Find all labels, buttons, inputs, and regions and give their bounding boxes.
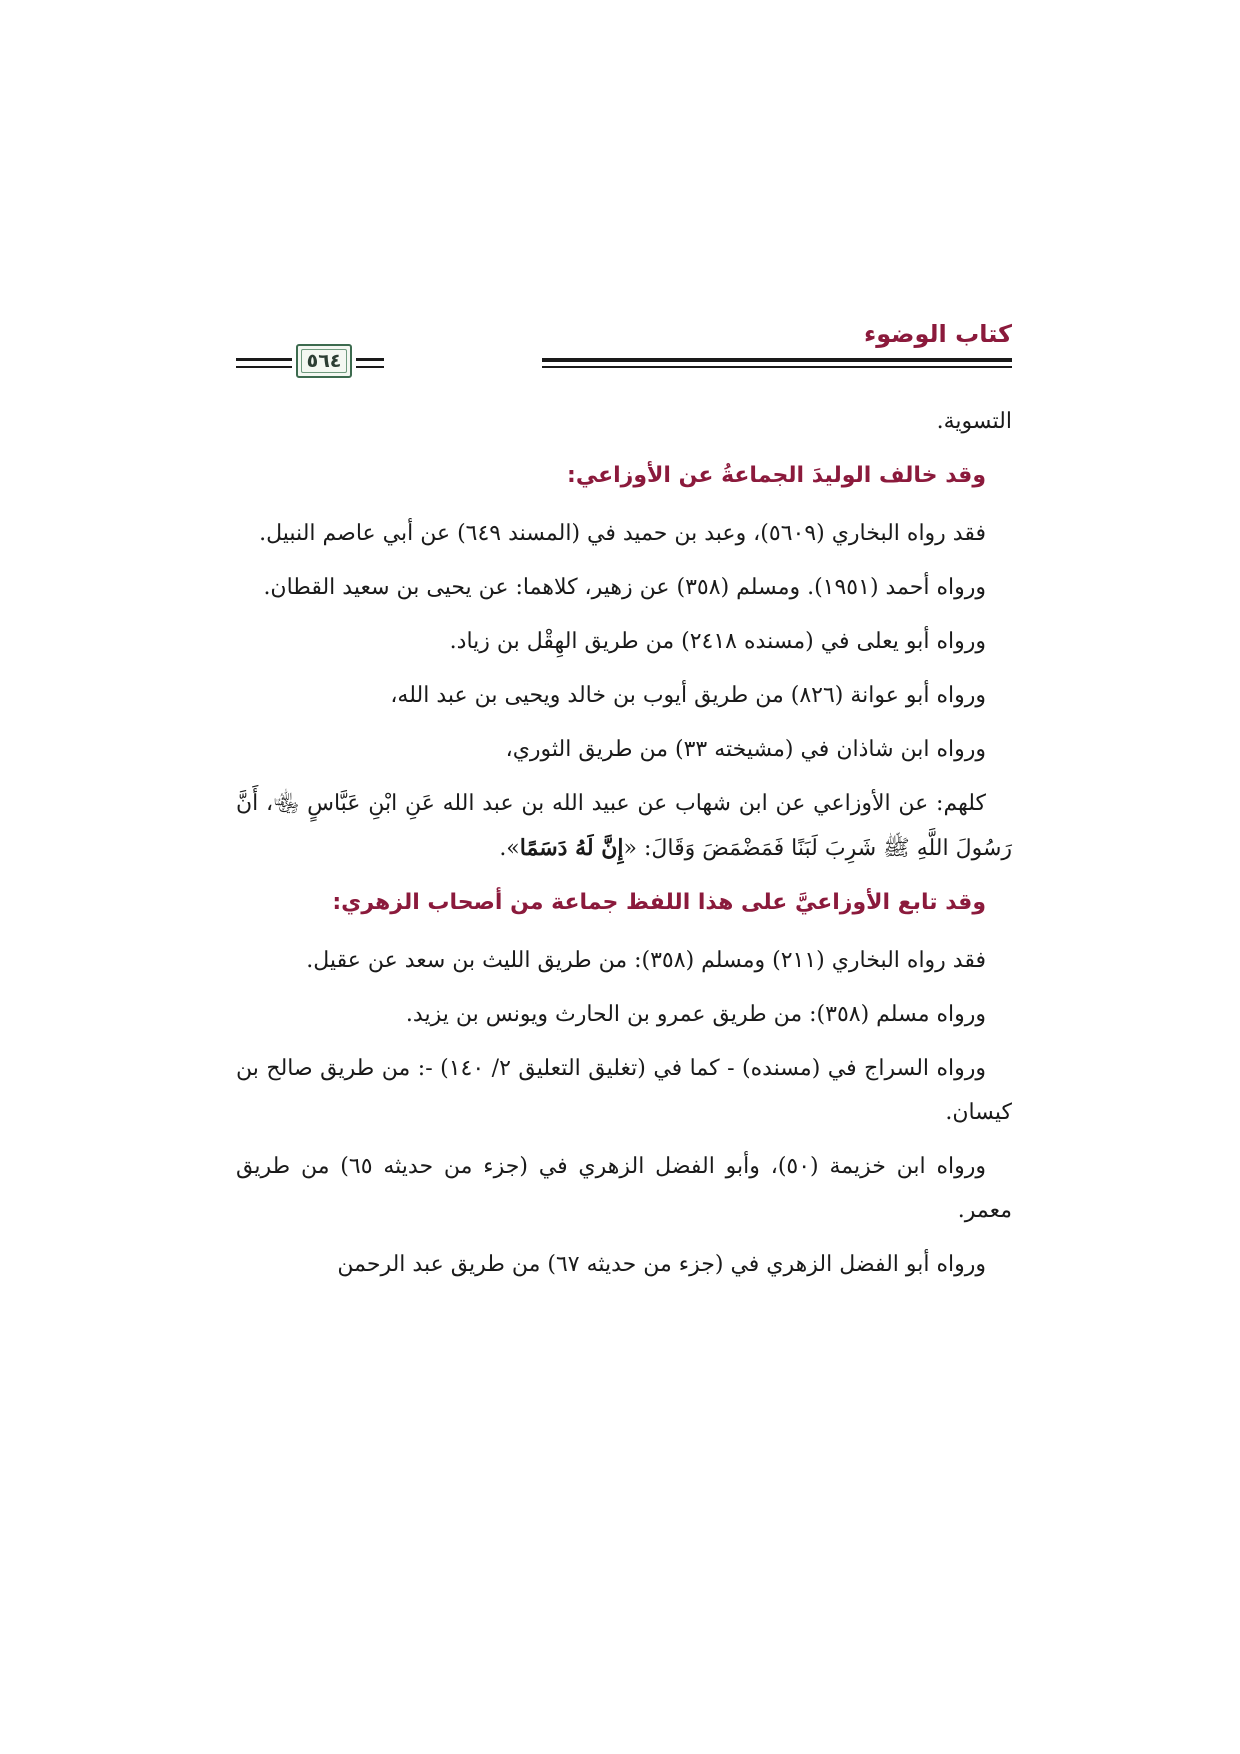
page-number: ٥٦٤ [306,350,342,372]
header-rule-segment [356,358,384,361]
page-number-badge [296,344,352,378]
paragraph: فقد رواه البخاري (٥٦٠٩)، وعبد بن حميد في (المسند ٦٤٩) عن أبي عاصم النبيل. [259,521,986,546]
paragraph: ورواه ابن شاذان في (مشيخته ٣٣) من طريق الثوري، [505,737,986,762]
paragraph: ورواه أحمد (١٩٥١). ومسلم (٣٥٨) عن زهير، كلاهما: عن يحيى بن سعيد القطان. [263,575,986,600]
paragraph: ورواه السراج في (مسنده) - كما في (تغليق التعليق ٢/ ١٤٠) -: من طريق صالح بن كيسان. [236,1056,1012,1125]
page-header [236,316,1012,386]
header-rule-segment [236,358,292,361]
book-title: كتاب الوضوء [863,320,1012,348]
section-heading: وقد خالف الوليدَ الجماعةُ عن الأوزاعي: [567,463,986,488]
paragraph: ورواه أبو الفضل الزهري في (جزء من حديثه ٦٧) من طريق عبد الرحمن [337,1252,986,1277]
paragraph: ورواه أبو عوانة (٨٢٦) من طريق أيوب بن خالد ويحيى بن عبد الله، [390,683,986,708]
paragraph: ورواه مسلم (٣٥٨): من طريق عمرو بن الحارث ويونس بن يزيد. [405,1002,986,1027]
header-rule-thin [542,366,1012,368]
section-heading: وقد تابع الأوزاعيَّ على هذا اللفظ جماعة من أصحاب الزهري: [332,890,986,915]
header-rule-thick [542,358,1012,362]
header-rule-segment [356,366,384,368]
hadith-text: كلهم: عن الأوزاعي عن ابن شهاب عن عبيد الله بن عبد الله عَنِ ابْنِ عَبَّاسٍ ﵄، أَنَّ رَسُولَ اللَّهِ ﷺ شَرِبَ لَبَنًا فَمَضْمَضَ وَقَالَ: « [236,791,1012,861]
paragraph-continuation: التسوية. [936,409,1012,434]
paragraph: ورواه ابن خزيمة (٥٠)، وأبو الفضل الزهري في (جزء من حديثه ٦٥) من طريق معمر. [236,1154,1012,1223]
paragraph: فقد رواه البخاري (٢١١) ومسلم (٣٥٨): من طريق الليث بن سعد عن عقيل. [306,948,986,973]
hadith-paragraph [236,782,1012,871]
body-text [236,400,1012,1297]
hadith-tail: ». [499,836,520,861]
paragraph: ورواه أبو يعلى في (مسنده ٢٤١٨) من طريق الهِقْل بن زياد. [449,629,986,654]
header-rule-segment [236,366,292,368]
hadith-quote: إِنَّ لَهُ دَسَمًا [519,835,624,861]
